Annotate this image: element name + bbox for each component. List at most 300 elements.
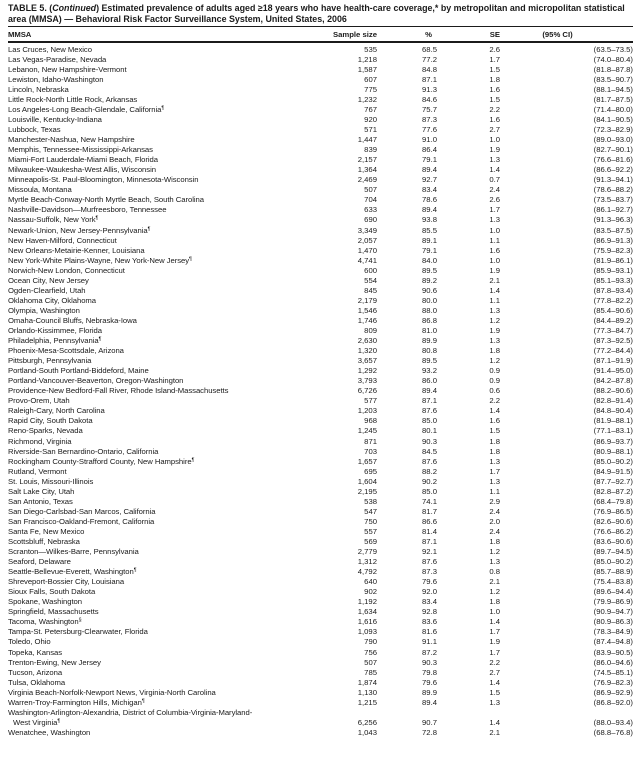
table-body: [8, 43, 633, 738]
sample-size-value: 554: [364, 275, 377, 285]
table-row: [8, 175, 633, 185]
sample-size-value: 871: [364, 436, 377, 446]
column-header-sample-size: Sample size: [332, 29, 377, 39]
ci-value: (63.5–73.5): [593, 44, 633, 54]
table-row: [8, 145, 633, 155]
sample-size-value: 2,057: [357, 235, 377, 245]
sample-size-value: 1,203: [357, 406, 377, 416]
ci-value: (84.9–91.5): [593, 466, 633, 476]
se-value: 1.9: [489, 145, 500, 155]
mmsa-name: Myrtle Beach-Conway-North Myrtle Beach, South Carolina: [8, 195, 204, 205]
mmsa-name: Trenton-Ewing, New Jersey: [8, 657, 101, 667]
percent-value: 90.3: [422, 436, 437, 446]
ci-value: (82.8–87.2): [593, 486, 633, 496]
se-value: 1.3: [489, 336, 500, 346]
percent-value: 79.6: [422, 577, 437, 587]
ci-value: (86.9–91.3): [593, 235, 633, 245]
sample-size-value: 2,195: [357, 486, 377, 496]
ci-value: (88.1–94.5): [593, 84, 633, 94]
percent-value: 85.5: [422, 225, 437, 235]
se-value: 1.5: [489, 687, 500, 697]
ci-value: (79.9–86.9): [593, 597, 633, 607]
se-value: 1.1: [489, 486, 500, 496]
se-value: 1.6: [489, 416, 500, 426]
sample-size-value: 809: [364, 326, 377, 335]
se-value: 1.3: [489, 697, 500, 707]
mmsa-name: Scranton—Wilkes-Barre, Pennsylvania: [8, 547, 139, 557]
ci-value: (91.4–95.0): [593, 366, 633, 376]
ci-value: (89.6–94.4): [593, 587, 633, 597]
ci-value: (87.3–92.5): [593, 336, 633, 346]
se-value: 0.9: [489, 376, 500, 386]
sample-size-value: 2,779: [357, 547, 377, 557]
se-value: 1.8: [489, 74, 500, 84]
mmsa-name: New Haven-Milford, Connecticut: [8, 235, 117, 245]
table-title-continued: Continued: [52, 3, 97, 13]
ci-value: (80.9–88.1): [593, 446, 633, 456]
mmsa-name: Seaford, Delaware: [8, 557, 71, 567]
table-row: [8, 416, 633, 426]
sample-size-value: 1,232: [357, 94, 377, 104]
se-value: 2.1: [489, 275, 500, 285]
sample-size-value: 690: [364, 215, 377, 225]
se-value: 1.8: [489, 346, 500, 356]
mmsa-name: Rapid City, South Dakota: [8, 416, 93, 426]
sample-size-value: 4,792: [357, 567, 377, 577]
se-value: 1.0: [489, 607, 500, 617]
table-row: [8, 487, 633, 497]
sample-size-value: 633: [364, 205, 377, 215]
mmsa-name: Philadelphia, Pennsylvania¶: [8, 336, 102, 346]
ci-value: (87.4–94.8): [593, 637, 633, 647]
column-header-se: SE: [489, 29, 500, 39]
mmsa-name: Portland-South Portland-Biddeford, Maine: [8, 366, 149, 376]
mmsa-name: Minneapolis-St. Paul-Bloomington, Minnesota-Wisconsin: [8, 175, 199, 185]
ci-value: (86.6–92.2): [593, 165, 633, 175]
table-row: [8, 306, 633, 316]
ci-value: (75.9–82.3): [593, 245, 633, 255]
percent-value: 83.6: [422, 617, 437, 627]
sample-size-value: 1,634: [357, 607, 377, 617]
mmsa-name: Seattle-Bellevue-Everett, Washington¶: [8, 567, 137, 577]
table-row: [8, 477, 633, 487]
ci-value: (74.5–85.1): [593, 667, 633, 677]
sample-size-value: 1,546: [357, 305, 377, 315]
mmsa-name: Lewiston, Idaho-Washington: [8, 74, 104, 84]
ci-value: (77.2–84.4): [593, 346, 633, 356]
sample-size-value: 1,874: [357, 677, 377, 687]
se-value: 2.1: [489, 727, 500, 737]
mmsa-name: Riverside-San Bernardino-Ontario, California: [8, 446, 159, 456]
percent-value: 81.7: [422, 506, 437, 516]
ci-value: (82.6–90.6): [593, 516, 633, 526]
ci-value: (86.9–92.9): [593, 687, 633, 697]
mmsa-name: Norwich-New London, Connecticut: [8, 265, 125, 275]
ci-value: (86.9–93.7): [593, 436, 633, 446]
sample-size-value: 507: [364, 657, 377, 667]
ci-value: (89.7–94.5): [593, 547, 633, 557]
ci-value: (83.6–90.6): [593, 536, 633, 546]
se-value: 1.3: [489, 456, 500, 466]
sample-size-value: 1,312: [357, 557, 377, 567]
se-value: 1.0: [489, 255, 500, 265]
ci-value: (74.0–80.4): [593, 54, 633, 64]
percent-value: 89.9: [422, 687, 437, 697]
table-row: [8, 627, 633, 637]
sample-size-value: 703: [364, 446, 377, 456]
table-row: [8, 698, 633, 708]
se-value: 2.2: [489, 104, 500, 114]
percent-value: 88.0: [422, 305, 437, 315]
ci-value: (87.7–92.7): [593, 476, 633, 486]
ci-value: (80.9–86.3): [593, 617, 633, 627]
mmsa-name: Lubbock, Texas: [8, 125, 61, 135]
table-row: [8, 105, 633, 115]
sample-size-value: 790: [364, 637, 377, 647]
ci-value: (84.4–89.2): [593, 315, 633, 325]
se-value: 2.4: [489, 526, 500, 536]
percent-value: 72.8: [422, 727, 437, 737]
ci-value: (84.2–87.8): [593, 376, 633, 386]
se-value: 2.2: [489, 396, 500, 406]
mmsa-name: Washington-Arlington-Alexandria, District of Columbia-Virginia-Maryland- West Virginia¶: [8, 707, 253, 727]
sample-size-value: 1,218: [357, 54, 377, 64]
sample-size-value: 507: [364, 185, 377, 195]
sample-size-value: 968: [364, 416, 377, 426]
mmsa-name: Richmond, Virginia: [8, 436, 72, 446]
percent-value: 84.6: [422, 94, 437, 104]
table-row: [8, 587, 633, 597]
table-row: [8, 256, 633, 266]
ci-value: (77.1–83.1): [593, 426, 633, 436]
percent-value: 90.6: [422, 285, 437, 295]
sample-size-value: 1,746: [357, 315, 377, 325]
percent-value: 84.0: [422, 255, 437, 265]
percent-value: 87.1: [422, 74, 437, 84]
ci-value: (87.8–93.4): [593, 285, 633, 295]
percent-value: 90.7: [422, 717, 437, 727]
ci-value: (85.4–90.6): [593, 305, 633, 315]
percent-value: 84.5: [422, 446, 437, 456]
percent-value: 87.1: [422, 396, 437, 406]
se-value: 2.0: [489, 516, 500, 526]
se-value: 1.8: [489, 446, 500, 456]
ci-value: (77.8–82.2): [593, 295, 633, 305]
table-row: [8, 266, 633, 276]
percent-value: 89.9: [422, 336, 437, 346]
table-row: [8, 597, 633, 607]
table-row: [8, 447, 633, 457]
ci-value: (85.0–90.2): [593, 557, 633, 567]
se-value: 1.6: [489, 115, 500, 125]
ci-value: (88.0–93.4): [593, 717, 633, 727]
table-row: [8, 336, 633, 346]
table-row: [8, 296, 633, 306]
mmsa-name: Las Vegas-Paradise, Nevada: [8, 54, 107, 64]
ci-value: (86.0–94.6): [593, 657, 633, 667]
percent-value: 79.1: [422, 155, 437, 165]
se-value: 1.3: [489, 215, 500, 225]
percent-value: 81.0: [422, 326, 437, 335]
table-row: [8, 115, 633, 125]
ci-value: (76.9–82.3): [593, 677, 633, 687]
mmsa-name: Rockingham County-Strafford County, New Hampshire¶: [8, 456, 195, 466]
sample-size-value: 6,256: [357, 717, 377, 727]
sample-size-value: 600: [364, 265, 377, 275]
se-value: 2.9: [489, 496, 500, 506]
table-row: [8, 547, 633, 557]
mmsa-name: Spokane, Washington: [8, 597, 82, 607]
mmsa-name: Warren-Troy-Farmington Hills, Michigan¶: [8, 697, 145, 707]
percent-value: 85.0: [422, 416, 437, 426]
percent-value: 79.1: [422, 245, 437, 255]
mmsa-name: Nassau-Suffolk, New York¶: [8, 215, 99, 225]
table-row: [8, 376, 633, 386]
mmsa-name: Ogden-Clearfield, Utah: [8, 285, 86, 295]
table-row: [8, 125, 633, 135]
column-header-95ci: (95% CI): [542, 29, 573, 39]
table-row: [8, 346, 633, 356]
sample-size-value: 571: [364, 125, 377, 135]
se-value: 1.8: [489, 597, 500, 607]
table-row: [8, 728, 633, 738]
sample-size-value: 557: [364, 526, 377, 536]
se-value: 1.2: [489, 356, 500, 366]
table-header-row: [8, 27, 633, 43]
mmsa-name: New York-White Plains-Wayne, New York-New Jersey¶: [8, 255, 192, 265]
se-value: 1.7: [489, 627, 500, 637]
se-value: 1.2: [489, 587, 500, 597]
percent-value: 89.4: [422, 205, 437, 215]
ci-value: (81.9–86.1): [593, 255, 633, 265]
se-value: 1.9: [489, 637, 500, 647]
mmsa-name: Milwaukee-Waukesha-West Allis, Wisconsin: [8, 165, 156, 175]
mmsa-name: Orlando-Kissimmee, Florida: [8, 326, 102, 335]
mmsa-name: San Antonio, Texas: [8, 496, 73, 506]
se-value: 1.2: [489, 547, 500, 557]
ci-value: (90.9–94.7): [593, 607, 633, 617]
sample-size-value: 2,630: [357, 336, 377, 346]
percent-value: 89.2: [422, 275, 437, 285]
sample-size-value: 1,364: [357, 165, 377, 175]
table-row: [8, 195, 633, 205]
table-row: [8, 326, 633, 336]
ci-value: (76.6–81.6): [593, 155, 633, 165]
se-value: 1.0: [489, 135, 500, 145]
mmsa-name: Tulsa, Oklahoma: [8, 677, 66, 687]
table-row: [8, 215, 633, 225]
table-row: [8, 276, 633, 286]
mmsa-name: Salt Lake City, Utah: [8, 486, 75, 496]
sample-size-value: 704: [364, 195, 377, 205]
se-value: 2.7: [489, 667, 500, 677]
sample-size-value: 547: [364, 506, 377, 516]
ci-value: (81.8–87.8): [593, 64, 633, 74]
ci-value: (68.4–79.8): [593, 496, 633, 506]
percent-value: 91.3: [422, 84, 437, 94]
table-row: [8, 366, 633, 376]
table-row: [8, 567, 633, 577]
sample-size-value: 775: [364, 84, 377, 94]
percent-value: 84.8: [422, 64, 437, 74]
se-value: 1.3: [489, 476, 500, 486]
sample-size-value: 6,726: [357, 386, 377, 396]
percent-value: 81.6: [422, 627, 437, 637]
mmsa-name: Newark-Union, New Jersey-Pennsylvania¶: [8, 225, 151, 235]
percent-value: 86.0: [422, 376, 437, 386]
ci-value: (84.1–90.5): [593, 115, 633, 125]
se-value: 1.9: [489, 326, 500, 335]
percent-value: 93.2: [422, 366, 437, 376]
mmsa-name: Provo-Orem, Utah: [8, 396, 70, 406]
percent-value: 89.1: [422, 235, 437, 245]
ci-value: (78.3–84.9): [593, 627, 633, 637]
ci-value: (85.0–90.2): [593, 456, 633, 466]
mmsa-name: Lebanon, New Hampshire-Vermont: [8, 64, 127, 74]
sample-size-value: 845: [364, 285, 377, 295]
percent-value: 92.8: [422, 607, 437, 617]
table-row: [8, 226, 633, 236]
se-value: 2.6: [489, 195, 500, 205]
sample-size-value: 750: [364, 516, 377, 526]
se-value: 0.8: [489, 567, 500, 577]
percent-value: 89.4: [422, 697, 437, 707]
ci-value: (68.8–76.8): [593, 727, 633, 737]
se-value: 2.7: [489, 125, 500, 135]
sample-size-value: 538: [364, 496, 377, 506]
mmsa-name: New Orleans-Metairie-Kenner, Louisiana: [8, 245, 145, 255]
sample-size-value: 3,793: [357, 376, 377, 386]
table-row: [8, 426, 633, 436]
percent-value: 92.0: [422, 587, 437, 597]
sample-size-value: 577: [364, 396, 377, 406]
se-value: 1.8: [489, 536, 500, 546]
table-row: [8, 356, 633, 366]
percent-value: 86.8: [422, 315, 437, 325]
mmsa-name: Los Angeles-Long Beach-Glendale, California¶: [8, 104, 165, 114]
column-header-percent: %: [425, 29, 432, 39]
table-row: [8, 396, 633, 406]
table-row: [8, 65, 633, 75]
sample-size-value: 4,741: [357, 255, 377, 265]
sample-size-value: 1,447: [357, 135, 377, 145]
sample-size-value: 2,469: [357, 175, 377, 185]
se-value: 1.4: [489, 677, 500, 687]
percent-value: 86.6: [422, 516, 437, 526]
percent-value: 83.4: [422, 185, 437, 195]
mmsa-name: Tampa-St. Petersburg-Clearwater, Florida: [8, 627, 148, 637]
ci-value: (84.8–90.4): [593, 406, 633, 416]
se-value: 1.4: [489, 617, 500, 627]
table-row: [8, 45, 633, 55]
mmsa-name: Raleigh-Cary, North Carolina: [8, 406, 105, 416]
se-value: 2.2: [489, 657, 500, 667]
se-value: 1.7: [489, 54, 500, 64]
percent-value: 85.0: [422, 486, 437, 496]
sample-size-value: 1,470: [357, 245, 377, 255]
se-value: 1.2: [489, 315, 500, 325]
percent-value: 75.7: [422, 104, 437, 114]
mmsa-name: Missoula, Montana: [8, 185, 72, 195]
sample-size-value: 535: [364, 44, 377, 54]
percent-value: 92.7: [422, 175, 437, 185]
table-row: [8, 437, 633, 447]
mmsa-name: Wenatchee, Washington: [8, 727, 91, 737]
ci-value: (89.0–93.0): [593, 135, 633, 145]
table-row: [8, 75, 633, 85]
mmsa-name: Springfield, Massachusetts: [8, 607, 99, 617]
sample-size-value: 839: [364, 145, 377, 155]
se-value: 1.7: [489, 466, 500, 476]
percent-value: 87.6: [422, 406, 437, 416]
percent-value: 80.0: [422, 295, 437, 305]
ci-value: (91.3–94.1): [593, 175, 633, 185]
table-row: [8, 617, 633, 627]
table-row: [8, 497, 633, 507]
table-row: [8, 165, 633, 175]
mmsa-name: Santa Fe, New Mexico: [8, 526, 85, 536]
table-row: [8, 668, 633, 678]
table-row: [8, 55, 633, 65]
ci-value: (88.2–90.6): [593, 386, 633, 396]
sample-size-value: 1,587: [357, 64, 377, 74]
se-value: 1.3: [489, 305, 500, 315]
mmsa-name: Memphis, Tennessee-Mississippi-Arkansas: [8, 145, 153, 155]
table-row: [8, 527, 633, 537]
sample-size-value: 607: [364, 74, 377, 84]
table-row: [8, 246, 633, 256]
sample-size-value: 785: [364, 667, 377, 677]
mmsa-name: Louisville, Kentucky-Indiana: [8, 115, 102, 125]
se-value: 1.4: [489, 406, 500, 416]
sample-size-value: 1,320: [357, 346, 377, 356]
table-row: [8, 286, 633, 296]
table-row: [8, 205, 633, 215]
se-value: 1.3: [489, 155, 500, 165]
table-row: [8, 507, 633, 517]
mmsa-name: Tacoma, Washington§: [8, 617, 82, 627]
table-row: [8, 406, 633, 416]
ci-value: (76.9–86.5): [593, 506, 633, 516]
mmsa-name: Pittsburgh, Pennsylvania: [8, 356, 92, 366]
mmsa-name: St. Louis, Missouri-Illinois: [8, 476, 94, 486]
percent-value: 87.1: [422, 536, 437, 546]
table-row: [8, 135, 633, 145]
percent-value: 89.4: [422, 165, 437, 175]
mmsa-name: Tucson, Arizona: [8, 667, 63, 677]
mmsa-name: Las Cruces, New Mexico: [8, 44, 92, 54]
sample-size-value: 569: [364, 536, 377, 546]
ci-value: (71.4–80.0): [593, 104, 633, 114]
table-row: [8, 537, 633, 547]
se-value: 1.8: [489, 436, 500, 446]
table-row: [8, 577, 633, 587]
table-row: [8, 95, 633, 105]
se-value: 0.9: [489, 366, 500, 376]
percent-value: 89.5: [422, 356, 437, 366]
percent-value: 80.8: [422, 346, 437, 356]
sample-size-value: 1,192: [357, 597, 377, 607]
ci-value: (85.1–93.3): [593, 275, 633, 285]
se-value: 1.7: [489, 205, 500, 215]
percent-value: 93.8: [422, 215, 437, 225]
percent-value: 91.1: [422, 637, 437, 647]
sample-size-value: 3,349: [357, 225, 377, 235]
percent-value: 77.6: [422, 125, 437, 135]
table-row: [8, 648, 633, 658]
mmsa-name: Providence-New Bedford-Fall River, Rhode Island-Massachusetts: [8, 386, 229, 396]
sample-size-value: 640: [364, 577, 377, 587]
